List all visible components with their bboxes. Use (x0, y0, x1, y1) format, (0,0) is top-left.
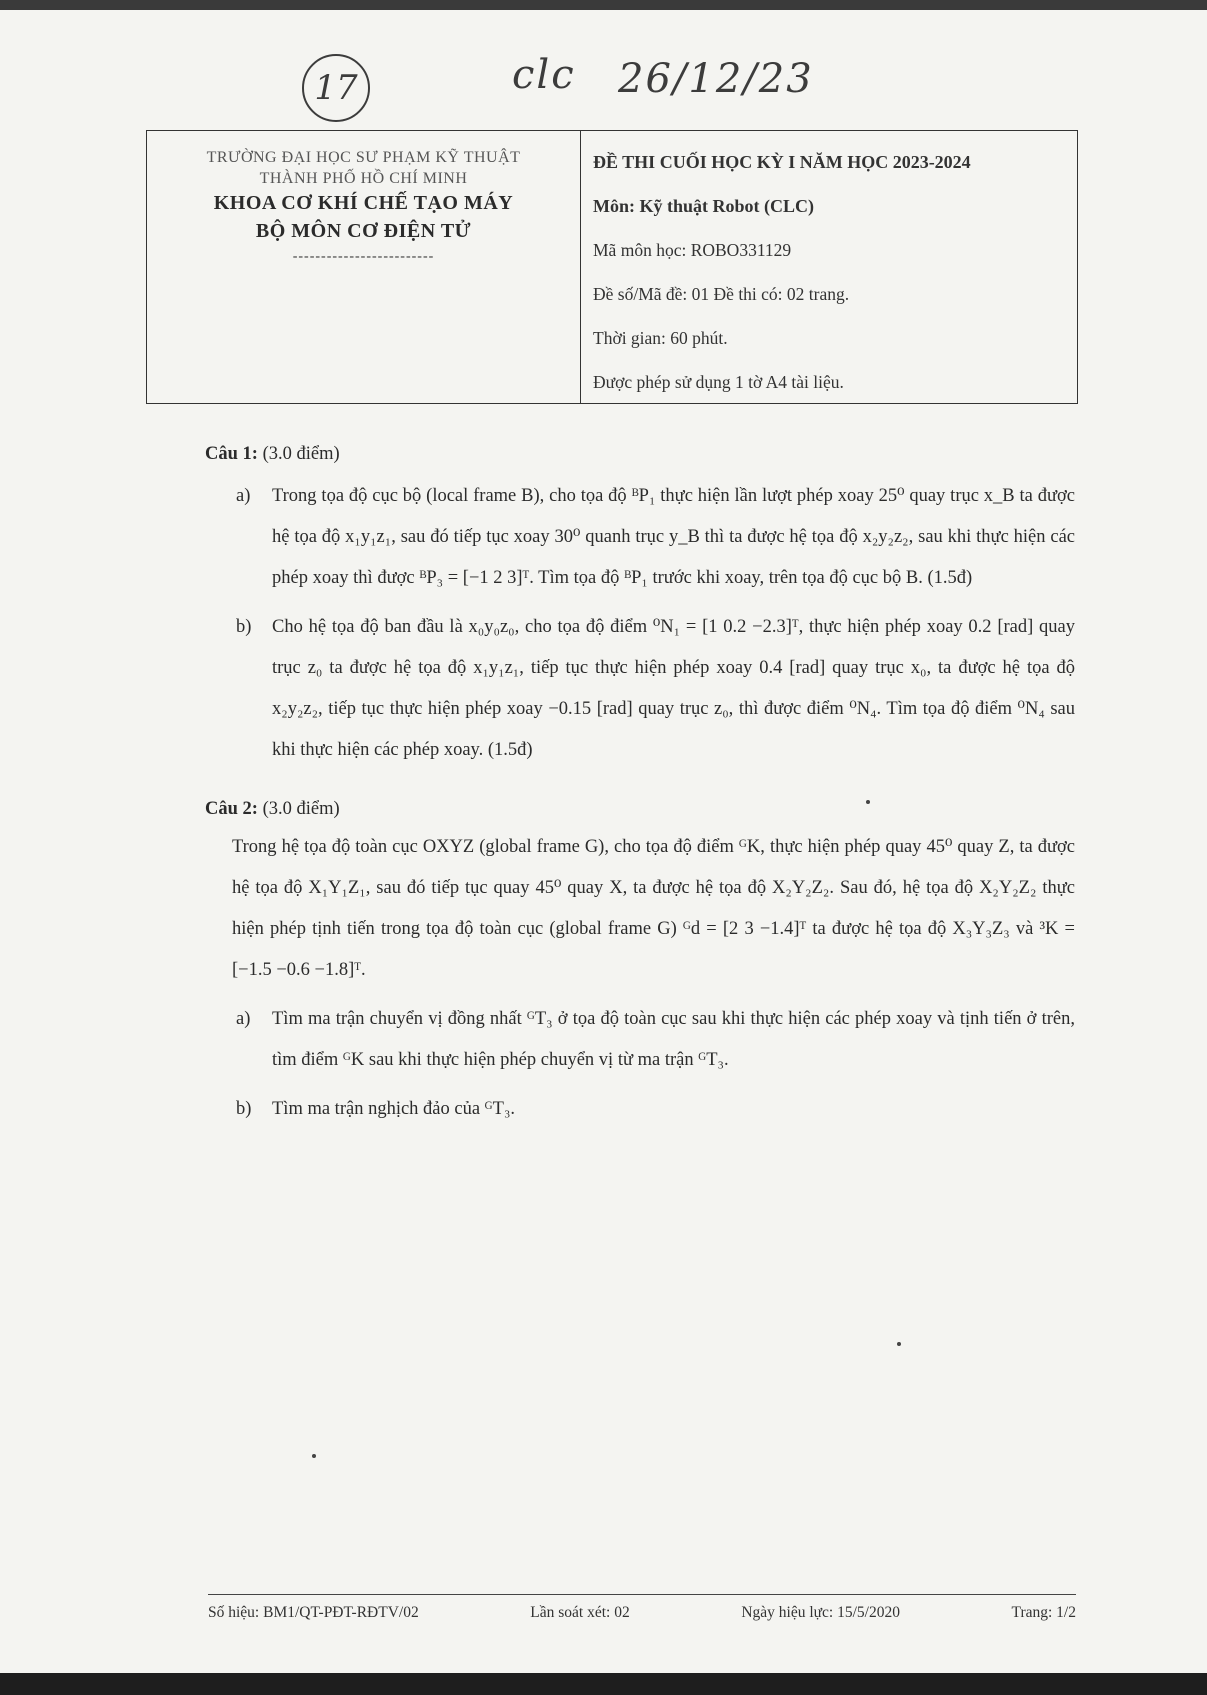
part-label: b) (236, 617, 252, 637)
subject-name: Môn: Kỹ thuật Robot (CLC) (593, 196, 815, 216)
part-text: Cho hệ tọa độ ban đầu là x₀y₀z₀, cho tọa độ điểm ⁰N₁ = [1 0.2 −2.3]ᵀ, thực hiện phép xoay 0.2 [rad] quay trục z₀ ta được hệ tọa độ x₁y₁z₁, tiếp tục thực hiện phép xoay 0.4 [rad] quay trục x₀, ta được hệ tọa độ x₂y₂z₂, tiếp tục thực hiện phép xoay −0.15 [rad] quay trục z₀, thì được điểm ⁰N₄. Tìm tọa độ điểm ⁰N₄ sau khi thực hiện các phép xoay. (1.5đ) (272, 617, 1075, 760)
scan-speck (312, 1454, 316, 1458)
footer-divider (208, 1594, 1076, 1595)
department-name: BỘ MÔN CƠ ĐIỆN TỬ (255, 220, 472, 242)
part-text: Tìm ma trận chuyển vị đồng nhất ᴳT₃ ở tọa độ toàn cục sau khi thực hiện các phép xoay và tịnh tiến ở trên, tìm điểm ᴳK sau khi thực hiện phép chuyển vị từ ma trận ᴳT₃. (272, 1009, 1075, 1070)
exam-body (205, 440, 1075, 1130)
question-1-part-a (236, 476, 1075, 599)
footer-revision: Lần soát xét: 02 (530, 1604, 630, 1621)
header-exam-info-cell (581, 131, 971, 403)
question-2-label: Câu 2: (205, 799, 258, 819)
question-1 (205, 440, 1075, 771)
question-2-title (205, 795, 1075, 823)
scan-top-edge (0, 0, 1207, 10)
scan-speck (866, 800, 870, 804)
question-2-intro: Trong hệ tọa độ toàn cục OXYZ (global frame G), cho tọa độ điểm ᴳK, thực hiện phép quay 45⁰ quay Z, ta được hệ tọa độ X₁Y₁Z₁, sau đó tiếp tục quay 45⁰ quay X, ta được hệ tọa độ X₂Y₂Z₂. Sau đó, hệ tọa độ X₂Y₂Z₂ thực hiện phép tịnh tiến trong tọa độ toàn cục (global frame G) ᴳd = [2 3 −1.4]ᵀ ta được hệ tọa độ X₃Y₃Z₃ và ³K = [−1.5 −0.6 −1.8]ᵀ. (232, 837, 1075, 980)
exam-duration: Thời gian: 60 phút. (593, 328, 728, 348)
question-2-points: (3.0 điểm) (262, 799, 340, 819)
header-divider: ------------------------- (292, 249, 435, 264)
exam-header-table (146, 130, 1078, 404)
part-text: Trong tọa độ cục bộ (local frame B), cho tọa độ ᴮP₁ thực hiện lần lượt phép xoay 25⁰ quay trục x_B ta được hệ tọa độ x₁y₁z₁, sau đó tiếp tục xoay 30⁰ quanh trục y_B thì ta được hệ tọa độ x₂y₂z₂, sau khi thực hiện các phép xoay thì được ᴮP₃ = [−1 2 3]ᵀ. Tìm tọa độ ᴮP₁ trước khi xoay, trên tọa độ cục bộ B. (1.5đ) (272, 486, 1075, 588)
part-label: a) (236, 1009, 251, 1029)
university-name-line1: TRƯỜNG ĐẠI HỌC SƯ PHẠM KỸ THUẬT (206, 149, 521, 166)
university-name-line2: THÀNH PHỐ HỒ CHÍ MINH (259, 170, 468, 187)
scan-speck (897, 1342, 901, 1346)
subject-code: Mã môn học: ROBO331129 (593, 240, 792, 260)
handwritten-clc-note: clc (512, 52, 576, 98)
circled-number-text: 17 (314, 68, 358, 108)
handwritten-date-note: 26/12/23 (618, 56, 814, 102)
exam-title: ĐỀ THI CUỐI HỌC KỲ I NĂM HỌC 2023-2024 (593, 152, 971, 172)
question-1-label: Câu 1: (205, 444, 258, 464)
question-2 (205, 795, 1075, 1130)
question-1-points: (3.0 điểm) (262, 444, 340, 464)
footer-page-number: Trang: 1/2 (1011, 1604, 1076, 1621)
footer-form-code: Số hiệu: BM1/QT-PĐT-RĐTV/02 (208, 1604, 419, 1621)
question-2-part-a (236, 999, 1075, 1081)
scan-bottom-edge (0, 1673, 1207, 1695)
part-text: Tìm ma trận nghịch đảo của ᴳT₃. (272, 1099, 516, 1119)
handwritten-circled-number (302, 54, 370, 122)
question-1-part-b (236, 607, 1075, 771)
part-label: a) (236, 486, 251, 506)
header-institution-cell (147, 131, 581, 403)
allowed-materials: Được phép sử dụng 1 tờ A4 tài liệu. (593, 372, 844, 392)
page-footer (208, 1604, 1076, 1622)
question-1-title (205, 440, 1075, 468)
faculty-name: KHOA CƠ KHÍ CHẾ TẠO MÁY (213, 192, 514, 214)
footer-effective-date: Ngày hiệu lực: 15/5/2020 (741, 1604, 900, 1621)
exam-code: Đề số/Mã đề: 01 Đề thi có: 02 trang. (593, 284, 850, 304)
question-2-part-b (236, 1089, 1075, 1130)
part-label: b) (236, 1099, 252, 1119)
